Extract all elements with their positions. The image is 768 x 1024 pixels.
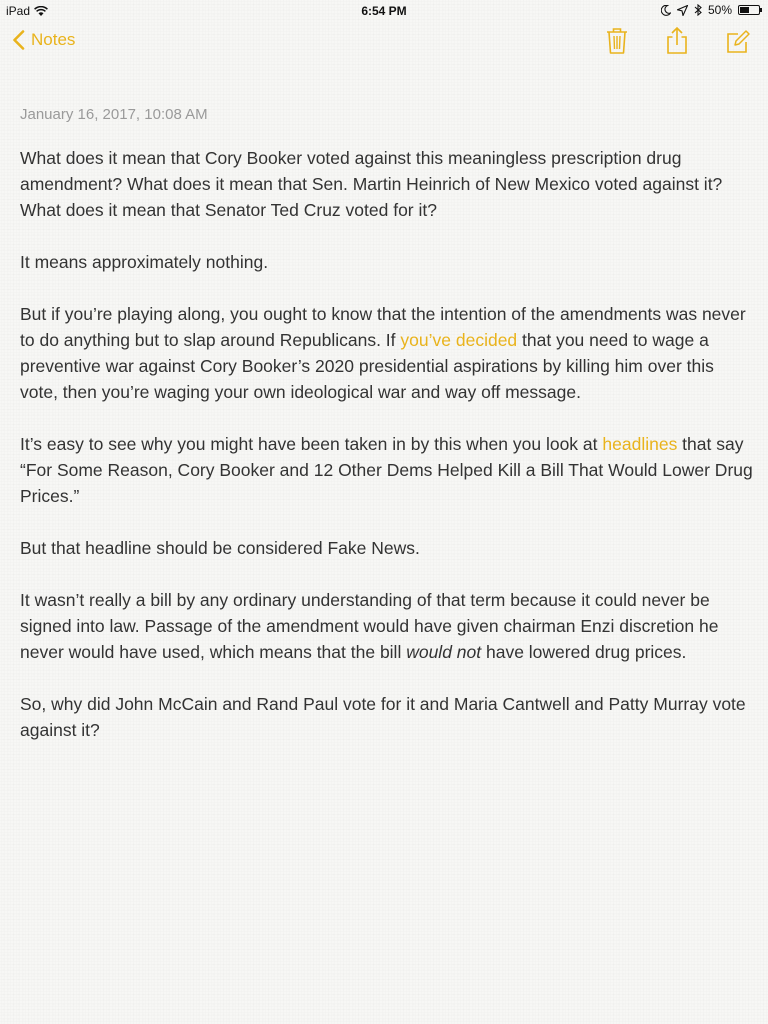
- compose-icon[interactable]: [724, 26, 750, 56]
- device-label: iPad: [6, 4, 31, 18]
- moon-icon: [661, 5, 671, 16]
- note-date: January 16, 2017, 10:08 AM: [20, 106, 208, 123]
- location-icon: [677, 5, 688, 16]
- note-paragraph-6: [20, 587, 755, 665]
- note-paragraph-5: But that headline should be considered Fake News.: [20, 538, 420, 558]
- note-paragraph-3: [20, 301, 755, 405]
- paragraph-4-text-a: It’s easy to see why you might have been taken in by this when you look at: [20, 434, 603, 454]
- status-right: [661, 3, 760, 17]
- link-headlines[interactable]: headlines: [602, 434, 678, 454]
- battery-percent: 50%: [707, 3, 732, 17]
- paragraph-3-text-a: But if you’re playing along, you ought to know that the intention of the amendments was never to do anything but to slap around Republicans. If: [20, 304, 746, 350]
- nav-actions: [604, 26, 750, 56]
- battery-level: [740, 7, 749, 13]
- nav-bar: [0, 20, 768, 64]
- trash-icon[interactable]: [604, 26, 630, 56]
- status-bar: [0, 0, 768, 20]
- note-paragraph-1: What does it mean that Cory Booker voted against this meaningless prescription drug amendment? What does it mean that Sen. Martin Heinrich of New Mexico voted against it? What does it mean that Senator Ted Cruz voted for it?: [20, 148, 723, 220]
- back-button[interactable]: [12, 30, 75, 50]
- note-paragraph-4: [20, 431, 755, 509]
- note-paragraph-2: It means approximately nothing.: [20, 252, 269, 272]
- paragraph-6-text-b: have lowered drug prices.: [481, 642, 687, 662]
- chevron-left-icon: [12, 30, 25, 50]
- paragraph-6-text-a: It wasn’t really a bill by any ordinary understanding of that term because it could never be signed into law. Passage of the amendment would have given chairman Enzi discretion he never would have used, which means that the bill: [20, 590, 719, 662]
- note-body[interactable]: [20, 106, 755, 769]
- paragraph-4-text-b: that say “For Some Reason, Cory Booker and 12 Other Dems Helped Kill a Bill That Would Lower Drug Prices.”: [20, 434, 753, 506]
- share-icon[interactable]: [664, 26, 690, 56]
- paragraph-3-text-b: that you need to wage a preventive war against Cory Booker’s 2020 presidential aspirations by killing him over this vote, then you’re waging your own ideological war and way off message.: [20, 330, 714, 402]
- back-button-label: Notes: [31, 30, 76, 49]
- bluetooth-icon: [694, 4, 702, 16]
- paragraph-6-emphasis: would not: [406, 642, 482, 662]
- battery-icon: [738, 5, 760, 15]
- note-paragraph-7: So, why did John McCain and Rand Paul vote for it and Maria Cantwell and Patty Murray vote against it?: [20, 694, 746, 740]
- status-time: 6:54 PM: [361, 4, 407, 18]
- link-youve-decided[interactable]: you’ve decided: [400, 330, 518, 350]
